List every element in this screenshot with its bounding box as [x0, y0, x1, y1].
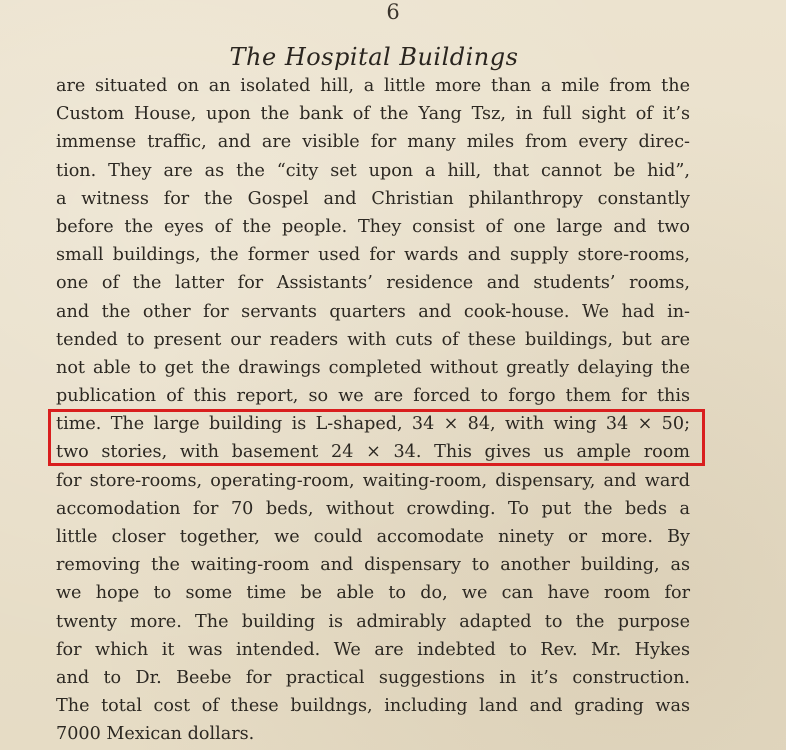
text-line: immense traffic, and are visible for many miles from every direc-	[56, 132, 690, 153]
highlighted-text-line: time. The large building is L-shaped, 34 × 84, with wing 34 × 50;	[56, 414, 690, 435]
text-line: and the other for servants quarters and cook-house. We had in-	[56, 301, 690, 322]
text-line: and to Dr. Beebe for practical suggestions in it’s construction.	[56, 667, 690, 688]
text-line: publication of this report, so we are forced to forgo them for this	[56, 386, 690, 407]
text-line: are situated on an isolated hill, a little more than a mile from the	[56, 76, 690, 96]
page-number: 6	[386, 0, 400, 24]
body-text	[56, 72, 690, 749]
text-line: accomodation for 70 beds, without crowding. To put the beds a	[56, 498, 690, 519]
text-line: we hope to some time be able to do, we can have room for	[56, 583, 690, 604]
section-heading: The Hospital Buildings	[229, 43, 519, 71]
text-line: removing the waiting-room and dispensary to another building, as	[56, 555, 690, 576]
text-line: tion. They are as the “city set upon a hill, that cannot be hid”,	[56, 160, 690, 181]
text-line: small buildings, the former used for wards and supply store-rooms,	[56, 245, 690, 266]
text-line: The total cost of these buildngs, including land and grading was	[56, 696, 690, 717]
text-line: Custom House, upon the bank of the Yang Tsz, in full sight of it’s	[56, 104, 690, 125]
highlighted-text-line: two stories, with basement 24 × 34. This gives us ample room	[56, 442, 690, 463]
text-line: for store-rooms, operating-room, waiting-room, dispensary, and ward	[56, 470, 690, 491]
text-line: 7000 Mexican dollars.	[56, 724, 255, 745]
text-line: a witness for the Gospel and Christian philanthropy constantly	[56, 188, 690, 209]
text-line: twenty more. The building is admirably adapted to the purpose	[56, 611, 690, 632]
text-line: for which it was intended. We are indebted to Rev. Mr. Hykes	[56, 639, 690, 660]
text-line: tended to present our readers with cuts of these buildings, but are	[56, 329, 690, 350]
text-line: before the eyes of the people. They consist of one large and two	[56, 216, 690, 237]
text-line: little closer together, we could accomodate ninety or more. By	[56, 527, 690, 547]
text-line: not able to get the drawings completed without greatly delaying the	[56, 357, 690, 378]
text-line: one of the latter for Assistants’ residence and students’ rooms,	[56, 273, 690, 294]
